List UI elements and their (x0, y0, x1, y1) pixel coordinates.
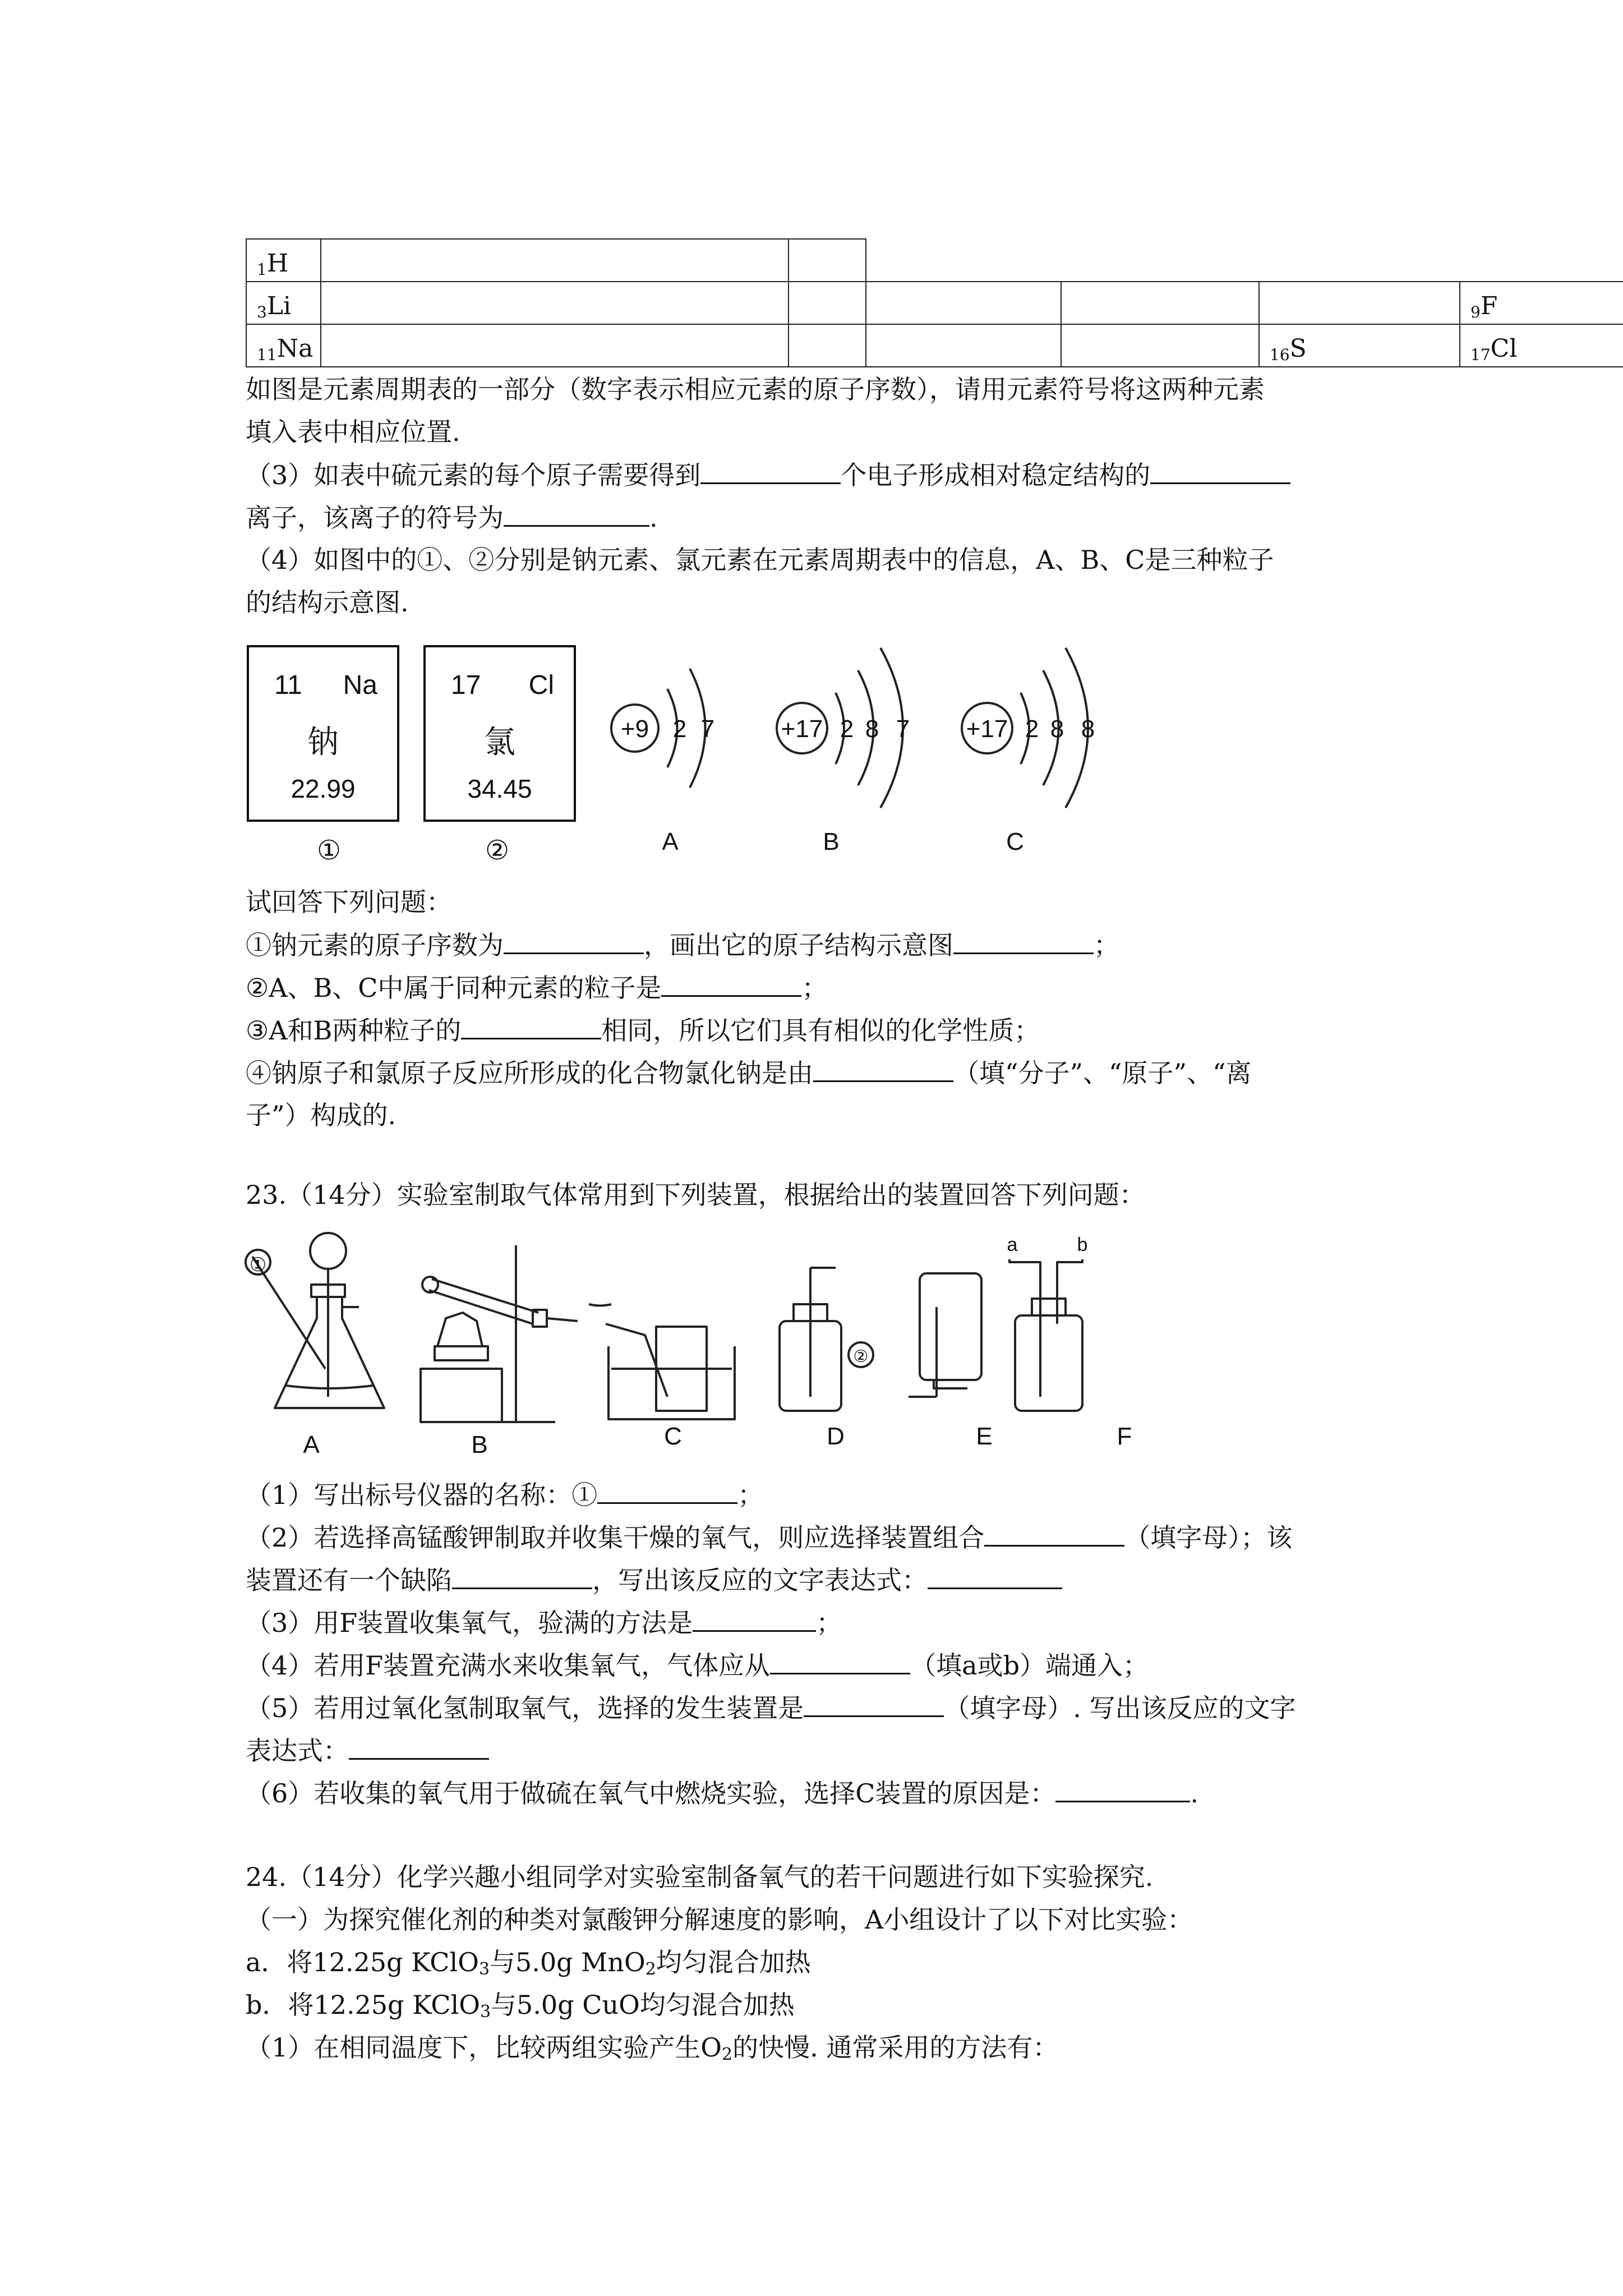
shell-value: 8 (865, 715, 879, 743)
marker-2: ② (853, 1347, 869, 1366)
port-b-label: b (1077, 1234, 1088, 1255)
element-box-chlorine: 17 Cl 氯 34.45 (423, 645, 576, 822)
pt-cell-empty (788, 324, 866, 367)
answer-blank[interactable] (700, 458, 841, 484)
nucleus-c-label: +17 (966, 715, 1008, 743)
q23-part4: （4）若用F装置充满水来收集氧气，气体应从 （填a或b）端通入； (246, 1648, 1149, 1682)
nucleus-b-label: +17 (781, 715, 823, 743)
pt-cell-cl: $_{17}$Cl (1459, 324, 1623, 367)
answer-blank[interactable] (461, 1013, 601, 1039)
q24-title: 24.（14分）化学兴趣小组同学对实验室制备氧气的若干问题进行如下实验探究. (246, 1862, 1154, 1892)
particle-label-a: A (662, 828, 679, 855)
pt-cell-li: $_3$Li (246, 281, 321, 325)
answer-blank[interactable] (597, 1478, 737, 1504)
q22-part4-line2: 的结构示意图. (246, 587, 409, 618)
lab-apparatus-figure (241, 1228, 1183, 1464)
shell-value: 2 (840, 715, 854, 743)
q23-part5-line2: 表达式： (246, 1733, 489, 1768)
element-box-sodium: 11 Na 钠 22.99 (247, 645, 399, 822)
shell-value: 2 (1025, 715, 1039, 743)
answer-blank[interactable] (953, 928, 1094, 954)
pt-cell-empty (320, 281, 789, 325)
pt-cell-empty (865, 281, 1062, 325)
apparatus-label-f: F (1117, 1423, 1132, 1450)
answer-blank[interactable] (770, 1648, 910, 1674)
q23-title: 23.（14分）实验室制取气体常用到下列装置，根据给出的装置回答下列问题： (246, 1180, 1145, 1210)
q22-sub4-line2: 子”）构成的. (246, 1100, 396, 1130)
answer-blank[interactable] (452, 1563, 592, 1589)
pt-cell-empty (1061, 324, 1260, 367)
apparatus-label-c: C (664, 1423, 682, 1450)
q24-question1: （1）在相同温度下，比较两组实验产生$O_2$的快慢. 通常采用的方法有： (246, 2032, 1059, 2064)
shell-value: 7 (896, 715, 910, 743)
q22-sub4-line1: ④钠原子和氯原子反应所形成的化合物氯化钠是由 （填“分子”、“原子”、“离 (246, 1056, 1252, 1090)
q23-part6: （6）若收集的氧气用于做硫在氧气中燃烧实验，选择C装置的原因是： . (246, 1776, 1198, 1810)
q23-part2-line2: 装置还有一个缺陷 ，写出该反应的文字表达式： (246, 1563, 1062, 1597)
shell-value: 7 (700, 715, 715, 743)
q24-part1: （一）为探究催化剂的种类对氯酸钾分解速度的影响，A小组设计了以下对比实验： (246, 1904, 1193, 1935)
answer-blank[interactable] (504, 500, 649, 527)
shell-value: 2 (672, 715, 687, 743)
q22-sub3: ③A和B两种粒子的 相同，所以它们具有相似的化学性质； (246, 1013, 1040, 1047)
caption-element-2: ② (485, 836, 510, 866)
pt-cell-empty (788, 281, 866, 325)
pt-cell-empty (320, 238, 789, 282)
port-a-label: a (1007, 1234, 1018, 1255)
nucleus-a-label: +9 (620, 715, 649, 743)
pt-cell-f: $_9$F (1459, 281, 1623, 325)
answer-blank[interactable] (693, 1605, 816, 1632)
q22-part4-line1: （4）如图中的①、②分别是钠元素、氯元素在元素周期表中的信息，A、B、C是三种粒子 (246, 545, 1274, 575)
pt-cell-empty (1061, 281, 1260, 325)
q24-item-a: a．将12.25g KClO$_3$与5.0g MnO$_2$均匀混合加热 (246, 1947, 811, 1979)
answer-blank[interactable] (504, 928, 644, 954)
q23-part5-line1: （5）若用过氧化氢制取氧气，选择的发生装置是 （填字母）. 写出该反应的文字 (246, 1691, 1296, 1725)
q23-part2-line1: （2）若选择高锰酸钾制取并收集干燥的氧气，则应选择装置组合 （填字母）；该 (246, 1520, 1292, 1554)
pt-cell-empty (320, 324, 789, 367)
q22-sub2: ②A、B、C中属于同种元素的粒子是 ； (246, 970, 827, 1005)
pt-cell-empty (865, 324, 1062, 367)
answer-blank[interactable] (804, 1691, 944, 1717)
atomic-structure-diagrams (583, 617, 1133, 875)
apparatus-label-b: B (471, 1431, 488, 1458)
pt-cell-empty (788, 238, 866, 282)
apparatus-label-d: D (827, 1423, 845, 1450)
q22-intro-line2: 填入表中相应位置. (246, 417, 460, 447)
apparatus-f (1009, 1259, 1082, 1411)
q22-ask: 试回答下列问题： (246, 887, 452, 917)
apparatus-d (780, 1268, 873, 1411)
apparatus-b (421, 1245, 578, 1422)
apparatus-c (589, 1304, 735, 1419)
answer-blank[interactable] (928, 1563, 1062, 1589)
apparatus-label-e: E (976, 1423, 993, 1450)
pt-cell-empty (1258, 281, 1460, 325)
q22-part3-line1: （3）如表中硫元素的每个原子需要得到 个电子形成相对稳定结构的 (246, 458, 1290, 492)
answer-blank[interactable] (813, 1056, 953, 1082)
q22-part3-line2: 离子，该离子的符号为 . (246, 500, 658, 535)
q23-part3: （3）用F装置收集氧气，验满的方法是 ； (246, 1605, 842, 1640)
pt-cell-na: $_{11}$Na (246, 324, 321, 367)
pt-cell-s: $_{16}$S (1258, 324, 1460, 367)
q23-part1: （1）写出标号仪器的名称：① ； (246, 1478, 763, 1512)
answer-blank[interactable] (661, 970, 801, 997)
q24-item-b: b．将12.25g KClO$_3$与5.0g CuO均匀混合加热 (246, 1990, 795, 2022)
shell-value: 8 (1050, 715, 1064, 743)
particle-label-b: B (823, 828, 840, 855)
answer-blank[interactable] (1150, 458, 1290, 484)
answer-blank[interactable] (984, 1520, 1124, 1547)
q22-sub1: ①钠元素的原子序数为 ，画出它的原子结构示意图 ； (246, 928, 1119, 962)
particle-label-c: C (1006, 828, 1024, 855)
apparatus-label-a: A (303, 1431, 320, 1458)
caption-element-1: ① (317, 836, 342, 866)
shell-value: 8 (1081, 715, 1095, 743)
marker-1: ① (249, 1254, 267, 1276)
answer-blank[interactable] (1055, 1776, 1190, 1802)
apparatus-e (909, 1273, 981, 1397)
pt-cell-h: $_1$H (246, 238, 321, 282)
q22-intro-line1: 如图是元素周期表的一部分（数字表示相应元素的原子序数），请用元素符号将这两种元素 (246, 374, 1265, 404)
answer-blank[interactable] (349, 1733, 489, 1760)
